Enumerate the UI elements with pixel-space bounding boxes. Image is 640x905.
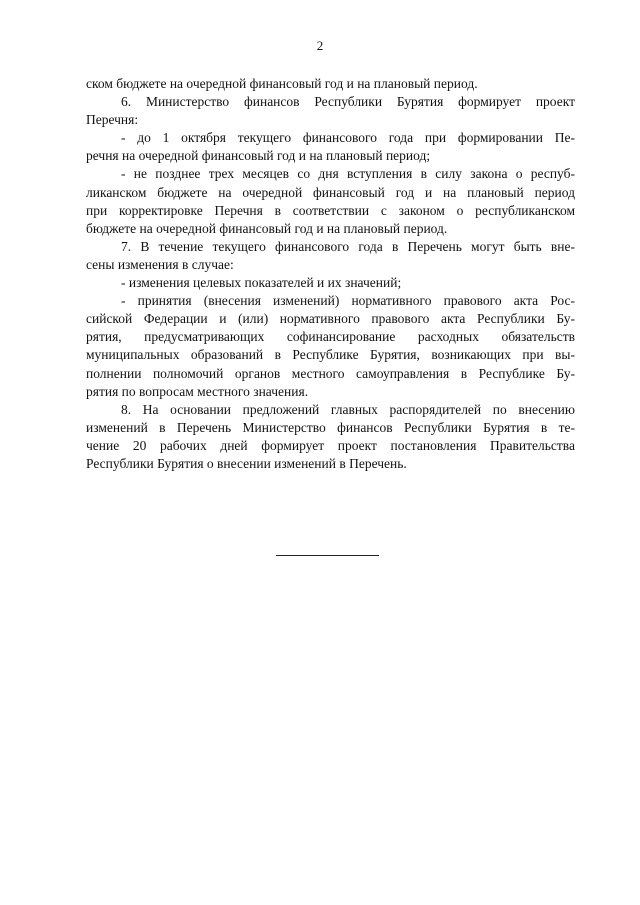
text-line: - принятия (внесения изменений) нормативного правового акта Рос-: [121, 293, 575, 309]
text-line: полнении полномочий органов местного самоуправления в Республике Бу-: [86, 365, 575, 381]
text-line: бюджете на очередной финансовый год и на плановый период.: [86, 220, 448, 236]
document-body-text: [86, 75, 575, 473]
text-line: муниципальных образований в Республике Бурятия, возникающих при вы-: [86, 347, 575, 363]
page-number: 2: [316, 38, 324, 53]
text-line: при корректировке Перечня в соответствии с законом о республиканском: [86, 202, 575, 218]
text-line: - не позднее трех месяцев со дня вступления в силу закона о респуб-: [121, 166, 575, 182]
text-line: чение 20 рабочих дней формирует проект постановления Правительства: [86, 437, 575, 453]
text-line: рятия по вопросам местного значения.: [86, 383, 309, 399]
text-line: 7. В течение текущего финансового года в Перечень могут быть вне-: [121, 238, 575, 254]
text-line: сийской Федерации и (или) нормативного правового акта Республики Бу-: [86, 311, 575, 327]
text-line: ском бюджете на очередной финансовый год и на плановый период.: [86, 76, 478, 91]
text-line: изменений в Перечень Министерство финансов Республики Бурятия в те-: [86, 419, 575, 435]
text-line: речня на очередной финансовый год и на плановый период;: [86, 148, 431, 164]
text-line: Перечня:: [86, 112, 139, 128]
closing-horizontal-rule: [276, 555, 379, 556]
text-line: ликанском бюджете на очередной финансовый год и на плановый период: [86, 184, 575, 200]
text-line: Республики Бурятия о внесении изменений в Перечень.: [86, 455, 407, 471]
text-line: 8. На основании предложений главных распорядителей по внесению: [121, 401, 575, 417]
text-line: 6. Министерство финансов Республики Бурятия формирует проект: [121, 94, 575, 110]
text-line: - до 1 октября текущего финансового года при формировании Пе-: [121, 130, 575, 146]
text-line: - изменения целевых показателей и их значений;: [121, 275, 402, 291]
text-line: рятия, предусматривающих софинансирование расходных обязательств: [86, 329, 575, 345]
text-line: сены изменения в случае:: [86, 256, 234, 272]
